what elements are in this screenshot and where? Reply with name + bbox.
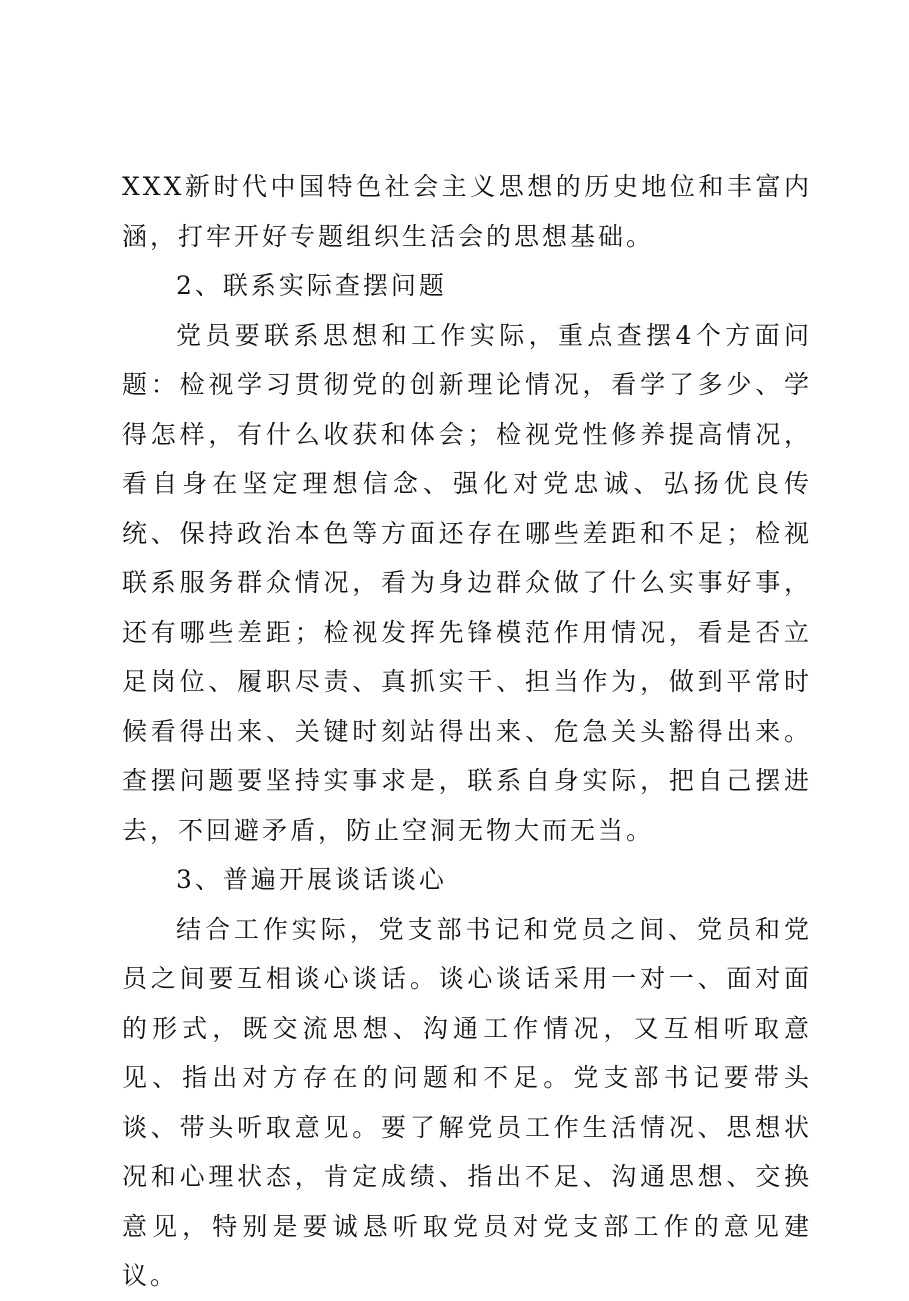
section-heading-3: 3、普遍开展谈话谈心 xyxy=(176,865,447,894)
document-body xyxy=(122,162,812,1301)
body-paragraph-continued: XXX新时代中国特色社会主义思想的历史地位和丰富内涵，打牢开好专题组织生活会的思想基础。 xyxy=(122,172,812,251)
body-paragraph-check-problems: 党员要联系思想和工作实际，重点查摆4个方面问题：检视学习贯彻党的创新理论情况，看学了多少、学得怎样，有什么收获和体会；检视党性修养提高情况，看自身在坚定理想信念、强化对党忠诚、弘扬优良传统、保持政治本色等方面还存在哪些差距和不足；检视联系服务群众情况，看为身边群众做了什么实事好事，还有哪些差距；检视发挥先锋模范作用情况，看是否立足岗位、履职尽责、真抓实干、担当作为，做到平常时候看得出来、关键时刻站得出来、危急关头豁得出来。查摆问题要坚持实事求是，联系自身实际，把自己摆进去，不回避矛盾，防止空洞无物大而无当。 xyxy=(122,320,812,845)
body-paragraph-heart-to-heart: 结合工作实际，党支部书记和党员之间、党员和党员之间要互相谈心谈话。谈心谈话采用一对一、面对面的形式，既交流思想、沟通工作情况，又互相听取意见、指出对方存在的问题和不足。党支部书记要带头谈、带头听取意见。要了解党员工作生活情况、思想状况和心理状态，肯定成绩、指出不足、沟通思想、交换意见，特别是要诚恳听取党员对党支部工作的意见建议。 xyxy=(122,914,812,1290)
section-heading-2: 2、联系实际查摆问题 xyxy=(176,271,447,300)
